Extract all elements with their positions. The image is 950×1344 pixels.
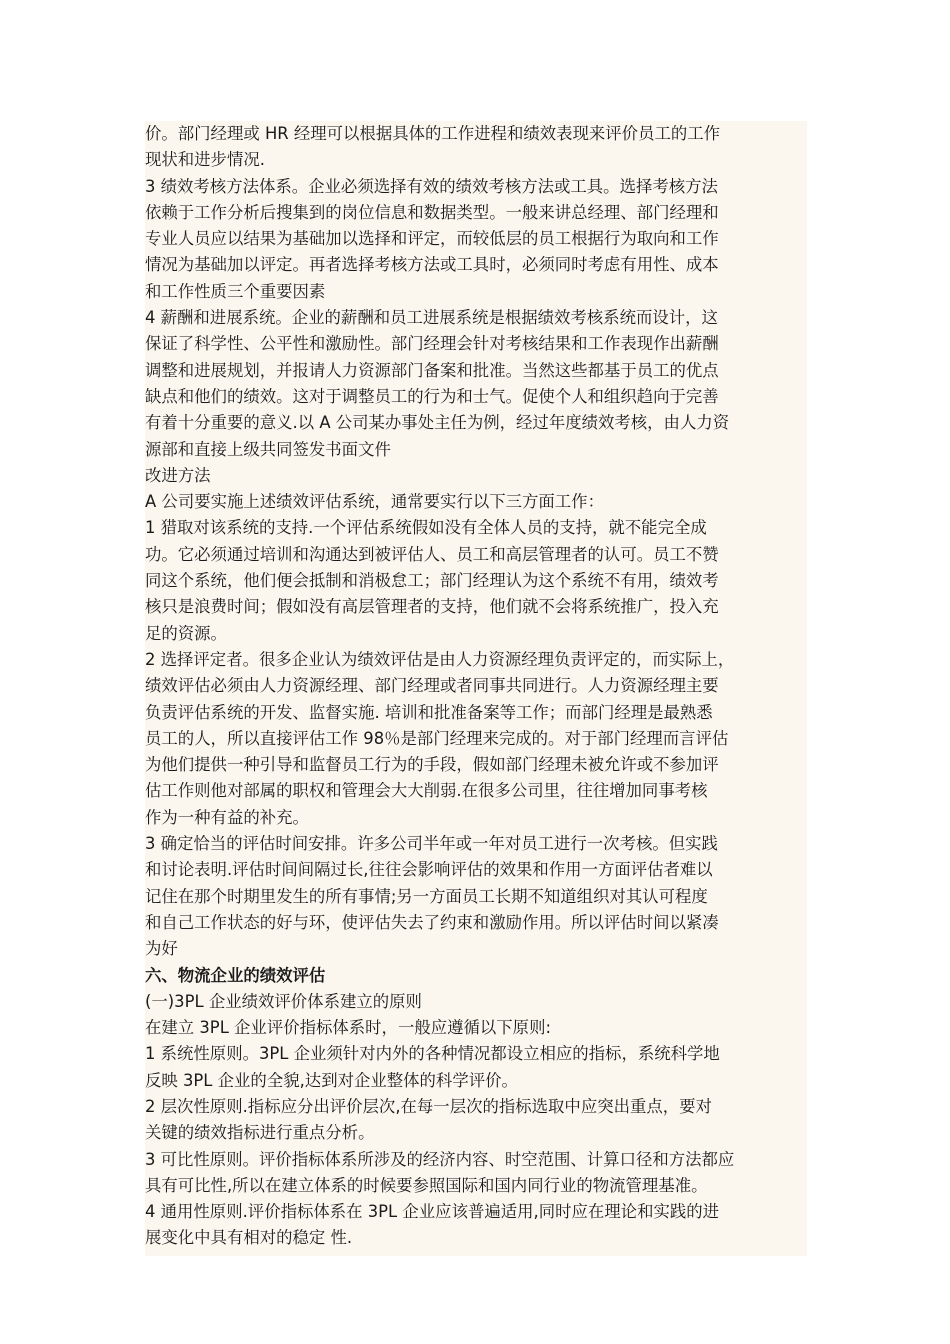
text-line: 核只是浪费时间；假如没有高层管理者的支持，他们就不会将系统推广，投入充 [145, 597, 719, 617]
text-line: 1 猎取对该系统的支持.一个评估系统假如没有全体人员的支持，就不能完全成 [145, 518, 707, 538]
text-line: 在建立 3PL 企业评价指标体系时，一般应遵循以下原则: [145, 1018, 551, 1038]
text-line: 价。部门经理或 HR 经理可以根据具体的工作进程和绩效表现来评价员工的工作 [145, 124, 721, 143]
text-line: 绩效评估必须由人力资源经理、部门经理或者同事共同进行。人力资源经理主要 [145, 676, 719, 696]
text-line: 1 系统性原则。3PL 企业须针对内外的各种情况都设立相应的指标，系统科学地 [145, 1044, 720, 1064]
text-line: 为好 [145, 939, 178, 959]
text-line: 2 选择评定者。很多企业认为绩效评估是由人力资源经理负责评定的，而实际上， [145, 649, 735, 669]
text-line: 保证了科学性、公平性和激励性。部门经理会针对考核结果和工作表现作出薪酬 [145, 334, 719, 354]
text-line: 3 绩效考核方法体系。企业必须选择有效的绩效考核方法或工具。选择考核方法 [145, 176, 718, 196]
text-line: 现状和进步情况. [145, 150, 265, 170]
text-line: 有着十分重要的意义.以 A 公司某办事处主任为例，经过年度绩效考核，由人力资 [145, 413, 730, 433]
text-line: 3 可比性原则。评价指标体系所涉及的经济内容、时空范围、计算口径和方法都应 [145, 1149, 735, 1169]
text-line: 和工作性质三个重要因素 [145, 281, 326, 301]
text-line: 4 通用性原则.评价指标体系在 3PL 企业应该普遍适用,同时应在理论和实践的进 [145, 1202, 720, 1222]
text-line: 估工作则他对部属的职权和管理会大大削弱.在很多公司里，往往增加同事考核 [145, 781, 708, 801]
text-line: 为他们提供一种引导和监督员工行为的手段，假如部门经理未被允许或不参加评 [145, 755, 719, 775]
text-line: 和讨论表明.评估时间间隔过长,往往会影响评估的效果和作用一方面评估者难以 [145, 860, 713, 880]
text-line: 缺点和他们的绩效。这对于调整员工的行为和士气。促使个人和组织趋向于完善 [145, 386, 719, 406]
document-text-block [145, 121, 807, 1256]
text-line: 员工的人，所以直接评估工作 98％是部门经理来完成的。对于部门经理而言评估 [145, 728, 729, 748]
text-line: 依赖于工作分析后搜集到的岗位信息和数据类型。一般来讲总经理、部门经理和 [145, 202, 719, 222]
text-line: 调整和进展规划，并报请人力资源部门备案和批准。当然这些都基于员工的优点 [145, 360, 719, 380]
text-line: 反映 3PL 企业的全貌,达到对企业整体的科学评价。 [145, 1070, 518, 1090]
section-heading: 六、物流企业的绩效评估 [145, 965, 326, 985]
text-line: 负责评估系统的开发、监督实施. 培训和批准备案等工作；而部门经理是最熟悉 [145, 702, 713, 722]
text-line: 4 薪酬和进展系统。企业的薪酬和员工进展系统是根据绩效考核系统而设计，这 [145, 308, 718, 328]
text-line: 足的资源。 [145, 623, 227, 643]
text-line: 展变化中具有相对的稳定 性. [145, 1228, 353, 1248]
text-line: 情况为基础加以评定。再者选择考核方法或工具时，必须同时考虑有用性、成本 [145, 255, 719, 275]
text-line: 3 确定恰当的评估时间安排。许多公司半年或一年对员工进行一次考核。但实践 [145, 834, 718, 854]
text-line: 作为一种有益的补充。 [145, 807, 309, 827]
text-line: 改进方法 [145, 465, 211, 485]
text-line: 功。它必须通过培训和沟通达到被评估人、员工和高层管理者的认可。员工不赞 [145, 544, 719, 564]
text-line: 和自己工作状态的好与环，使评估失去了约束和激励作用。所以评估时间以紧凑 [145, 912, 719, 932]
text-line: 同这个系统，他们便会抵制和消极怠工；部门经理认为这个系统不有用，绩效考 [145, 571, 719, 591]
text-line: 专业人员应以结果为基础加以选择和评定，而较低层的员工根据行为取向和工作 [145, 229, 719, 249]
text-line: (一)3PL 企业绩效评价体系建立的原则 [145, 991, 422, 1011]
text-line: A 公司要实施上述绩效评估系统，通常要实行以下三方面工作： [145, 492, 604, 512]
text-line: 记住在那个时期里发生的所有事情;另一方面员工长期不知道组织对其认可程度 [145, 886, 708, 906]
text-line: 关键的绩效指标进行重点分析。 [145, 1123, 375, 1143]
text-line: 2 层次性原则.指标应分出评价层次,在每一层次的指标选取中应突出重点，要对 [145, 1096, 712, 1116]
text-line: 源部和直接上级共同签发书面文件 [145, 439, 391, 459]
text-line: 具有可比性,所以在建立体系的时候要参照国际和国内同行业的物流管理基准。 [145, 1175, 708, 1195]
